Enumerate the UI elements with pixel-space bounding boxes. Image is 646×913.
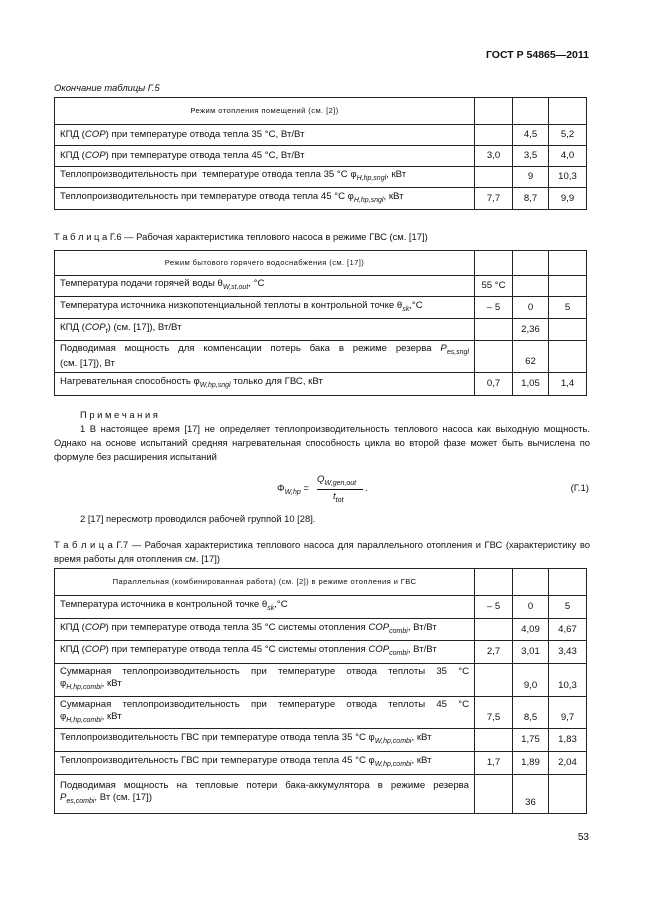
row-label: Температура источника низкопотенциальной теплоты в контрольной точке $\theta_{sk},^\circ С$ — [55, 297, 475, 319]
formula-denominator: $t_{tot}$ — [333, 491, 344, 504]
row-label: Теплопроизводительность при температуре отвода тепла 45 °С $\varphi_{H,hp,sngl}$, кВт — [55, 188, 475, 210]
page-number: 53 — [577, 832, 589, 843]
table-g5-header: Режим отопления помещений (см. [2]) — [55, 98, 475, 125]
formula-number: (Г.1) — [570, 483, 589, 494]
table-row: Подводимая мощность на тепловые потери бака-аккумулятора в режиме резерва $P_{es,combi}$, Вт (см. [17]) 36 — [55, 775, 587, 814]
row-label: Температура источника в контрольной точке $\theta_{sk},^\circ С$ — [55, 596, 475, 619]
formula-lhs: $\Phi_{W,hp}$ = — [277, 483, 310, 496]
note-2: 2 [17] пересмотр проводился рабочей группой 10 [28]. — [80, 513, 316, 524]
document-header: ГОСТ Р 54865—2011 — [485, 49, 589, 61]
table-row: Теплопроизводительность ГВС при температуре отвода тепла 35 °С $\varphi_{W,hp,combi}$, кВт 1,75 1,83 — [55, 729, 587, 752]
table-g5-caption: Окончание таблицы Г.5 — [54, 82, 160, 93]
row-label: Суммарная теплопроизводительность при температуре отвода теплоты 45 °С $\varphi_{H,hp,combi}$, кВт — [55, 697, 475, 729]
table-row: Подводимая мощность для компенсации потерь бака в режиме резерва $P_{es,sngl}$ (см. [17]), Вт 62 — [55, 341, 587, 373]
row-label: КПД (COP) при температуре отвода тепла 45 °С, Вт/Вт — [55, 146, 475, 167]
row-label: Суммарная теплопроизводительность при температуре отвода теплоты 35 °С $\varphi_{H,hp,combi}$, кВт — [55, 664, 475, 697]
row-label: Подводимая мощность на тепловые потери бака-аккумулятора в режиме резерва $P_{es,combi}$, Вт (см. [17]) — [55, 775, 475, 814]
table-row: КПД $(COP_t)$ (см. [17]), Вт/Вт 2,36 — [55, 319, 587, 341]
row-label: Нагревательная способность $\varphi_{W,hp,sngl}$ только для ГВС, кВт — [55, 373, 475, 396]
row-label: КПД $(COP_t)$ (см. [17]), Вт/Вт — [55, 319, 475, 341]
row-label: Теплопроизводительность ГВС при температуре отвода тепла 35 °С $\varphi_{W,hp,combi}$, кВт — [55, 729, 475, 752]
row-label: Температура подачи горячей воды $\theta_{W,st,out}$, °С — [55, 276, 475, 297]
table-row: Температура источника в контрольной точке $\theta_{sk},^\circ С$ – 5 0 5 — [55, 596, 587, 619]
table-row: Температура подачи горячей воды $\theta_{W,st,out}$, °С 55 °С — [55, 276, 587, 297]
table-row: КПД (COP) при температуре отвода тепла 35 °С, Вт/Вт 4,5 5,2 — [55, 125, 587, 146]
table-row: Теплопроизводительность при температуре отвода тепла 45 °С $\varphi_{H,hp,sngl}$, кВт 7,7 8,7 9,9 — [55, 188, 587, 210]
table-row: Температура источника низкопотенциальной теплоты в контрольной точке $\theta_{sk},^\circ С$ – 5 0 5 — [55, 297, 587, 319]
table-row: Суммарная теплопроизводительность при температуре отвода теплоты 35 °С $\varphi_{H,hp,combi}$, кВт 9,0 10,3 — [55, 664, 587, 697]
table-row: КПД (COP) при температуре отвода тепла 45 °С, Вт/Вт 3,0 3,5 4,0 — [55, 146, 587, 167]
row-label: КПД (COP) при температуре отвода тепла 35 °С системы отопления $COP_{combi}$, Вт/Вт — [55, 619, 475, 641]
row-label: Подводимая мощность для компенсации потерь бака в режиме резерва $P_{es,sngl}$ (см. [17]), Вт — [55, 341, 475, 373]
table-row: КПД (COP) при температуре отвода тепла 35 °С системы отопления $COP_{combi}$, Вт/Вт 4,09 4,67 — [55, 619, 587, 641]
formula-numerator: $Q_{W,gen,out}$ — [317, 474, 357, 487]
note-1: 1 В настоящее время [17] не определяет теплопроизводительность теплового насоса как выходную мощность. Однако на основе испытаний средняя нагревательная способность цикла во второй фазе может быть вычислена по формуле без расширения испытаний — [54, 423, 590, 462]
table-g7-caption: Т а б л и ц а Г.7 — Рабочая характеристика теплового насоса для параллельного отопления и ГВС (характеристику во время работы для отопления см. [17]) — [54, 539, 590, 564]
table-g7 — [54, 568, 587, 814]
table-g5 — [54, 97, 587, 210]
notes-title: П р и м е ч а н и я — [80, 409, 158, 420]
table-g6-header: Режим бытового горячего водоснабжения (см. [17]) — [55, 251, 475, 276]
table-g6-caption: Т а б л и ц а Г.6 — Рабочая характеристика теплового насоса в режиме ГВС (см. [17]) — [54, 231, 428, 242]
row-label: Теплопроизводительность при температуре отвода тепла 35 °С $\varphi_{H,hp,sngl}$, кВт — [55, 167, 475, 188]
row-label: КПД (COP) при температуре отвода тепла 45 °С системы отопления $COP_{combi}$, Вт/Вт — [55, 641, 475, 664]
formula-end: . — [365, 483, 368, 494]
row-label: КПД (COP) при температуре отвода тепла 35 °С, Вт/Вт — [55, 125, 475, 146]
table-row: Теплопроизводительность при температуре отвода тепла 35 °С $\varphi_{H,hp,sngl}$, кВт 9 10,3 — [55, 167, 587, 188]
table-row: КПД (COP) при температуре отвода тепла 45 °С системы отопления $COP_{combi}$, Вт/Вт 2,7 3,01 3,43 — [55, 641, 587, 664]
table-row: Суммарная теплопроизводительность при температуре отвода теплоты 45 °С $\varphi_{H,hp,combi}$, кВт 7,5 8,5 9,7 — [55, 697, 587, 729]
table-row: Теплопроизводительность ГВС при температуре отвода тепла 45 °С $\varphi_{W,hp,combi}$, кВт 1,7 1,89 2,04 — [55, 752, 587, 775]
row-label: Теплопроизводительность ГВС при температуре отвода тепла 45 °С $\varphi_{W,hp,combi}$, кВт — [55, 752, 475, 775]
table-row: Нагревательная способность $\varphi_{W,hp,sngl}$ только для ГВС, кВт 0,7 1,05 1,4 — [55, 373, 587, 396]
table-g6 — [54, 250, 587, 396]
table-g7-header: Параллельная (комбинированная работа) (см. [2]) в режиме отопления и ГВС — [55, 569, 475, 596]
